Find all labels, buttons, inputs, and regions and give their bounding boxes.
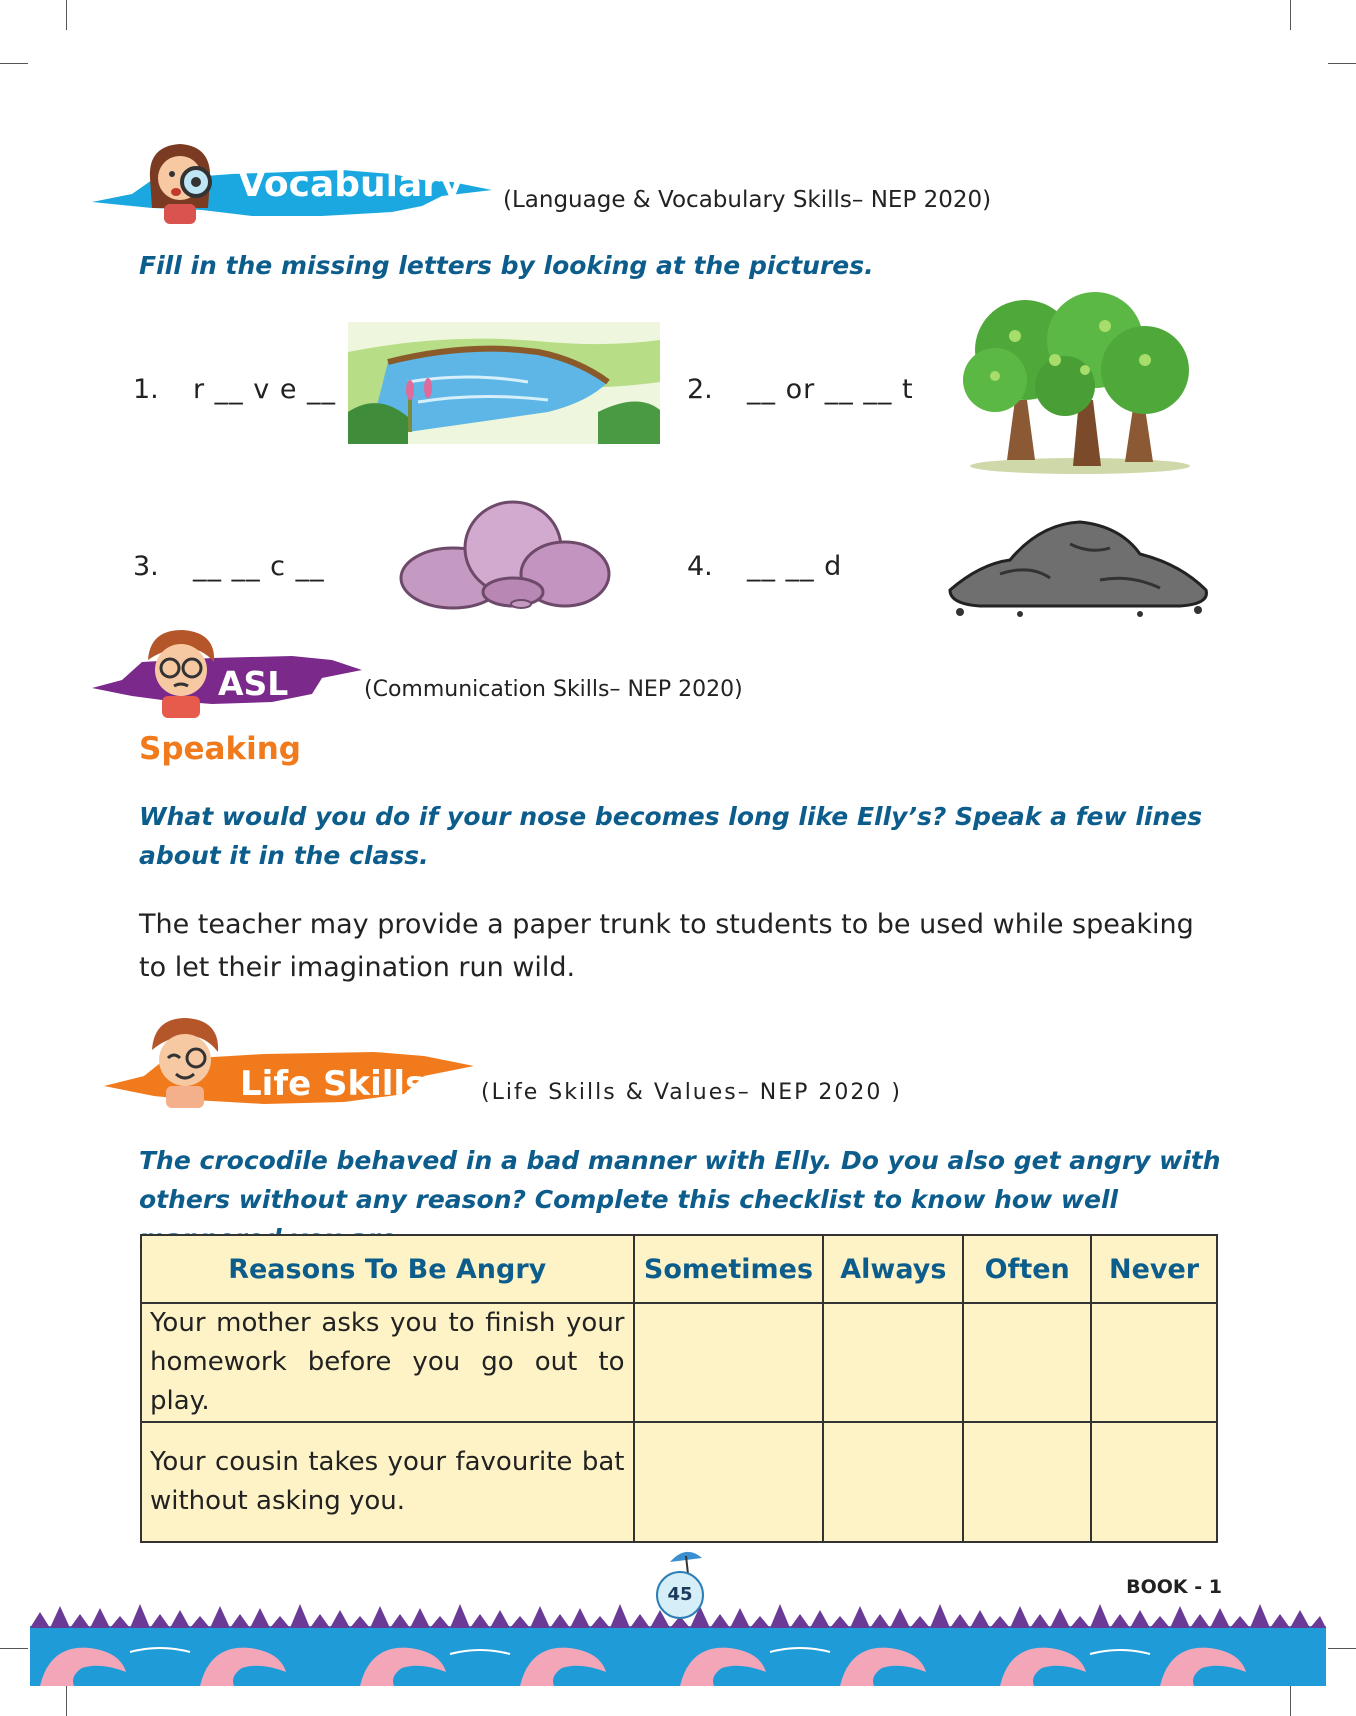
crop-mark (66, 1686, 67, 1716)
column-header: Always (823, 1235, 963, 1303)
book-label: BOOK - 1 (1126, 1576, 1222, 1598)
crop-mark (1328, 63, 1356, 64)
reason-cell: Your cousin takes your favourite bat without asking you. (141, 1422, 634, 1542)
skill-note-vocabulary: (Language & Vocabulary Skills– NEP 2020) (503, 187, 992, 213)
item-number: 1. (133, 374, 159, 405)
crop-mark (1290, 0, 1291, 30)
item-number: 2. (687, 374, 713, 405)
girl-magnifier-icon (140, 138, 220, 228)
manners-checklist-table (140, 1234, 1218, 1543)
missing-letter-word: r __ v e __ (193, 374, 337, 405)
reason-cell: Your mother asks you to finish your homework before you go out to play. (141, 1303, 634, 1422)
river-picture (348, 322, 660, 444)
mud-picture (940, 504, 1220, 620)
vocabulary-banner (92, 150, 492, 230)
checkbox-cell-never[interactable] (1091, 1303, 1217, 1422)
checkbox-cell-often[interactable] (963, 1303, 1091, 1422)
checkbox-cell-never[interactable] (1091, 1422, 1217, 1542)
checkbox-cell-always[interactable] (823, 1303, 963, 1422)
crop-mark (0, 63, 28, 64)
checkbox-cell-sometimes[interactable] (634, 1422, 824, 1542)
item-number: 4. (687, 551, 713, 582)
checkbox-cell-always[interactable] (823, 1422, 963, 1542)
section-title-vocabulary: Vocabulary (238, 164, 464, 205)
column-header: Sometimes (634, 1235, 824, 1303)
crop-mark (0, 1648, 28, 1649)
skill-note-asl: (Communication Skills– NEP 2020) (364, 677, 743, 702)
column-header: Never (1091, 1235, 1217, 1303)
teacher-note: The teacher may provide a paper trunk to students to be used while speaking to let their imagination run wild. (139, 909, 1194, 983)
asl-instruction: What would you do if your nose becomes long like Elly’s? Speak a few lines about it in the class. (139, 802, 1203, 870)
page-number: 45 (656, 1571, 704, 1619)
asl-banner (92, 626, 362, 716)
section-title-life-skills: Life Skills (240, 1064, 426, 1104)
column-header: Often (963, 1235, 1091, 1303)
checkbox-cell-sometimes[interactable] (634, 1303, 824, 1422)
crop-mark (1290, 1686, 1291, 1716)
table-row (141, 1422, 1217, 1542)
boy-glasses-icon (140, 626, 222, 718)
crop-mark (66, 0, 67, 30)
section-title-asl: ASL (218, 664, 289, 703)
checkbox-cell-often[interactable] (963, 1422, 1091, 1542)
vocabulary-instruction: Fill in the missing letters by looking at the pictures. (139, 251, 874, 280)
crop-mark (1328, 1648, 1356, 1649)
forest-picture (955, 290, 1205, 476)
missing-letter-word: __ or __ __ t (747, 374, 914, 405)
missing-letter-word: __ __ d (747, 551, 843, 582)
life-skills-instruction: The crocodile behaved in a bad manner with Elly. Do you also get angry with others without any reason? Complete this checklist to know how well (139, 1146, 1221, 1214)
speaking-heading: Speaking (139, 731, 301, 767)
item-number: 3. (133, 551, 159, 582)
skill-note-life-skills: (Life Skills & Values– NEP 2020 ) (481, 1080, 902, 1105)
boy-wink-icon (142, 1014, 226, 1110)
rock-picture (393, 496, 623, 610)
column-header: Reasons To Be Angry (141, 1235, 634, 1303)
missing-letter-word: __ __ c __ (193, 551, 325, 582)
table-header-row (141, 1235, 1217, 1303)
life-skills-banner (104, 1014, 474, 1114)
table-row (141, 1303, 1217, 1422)
